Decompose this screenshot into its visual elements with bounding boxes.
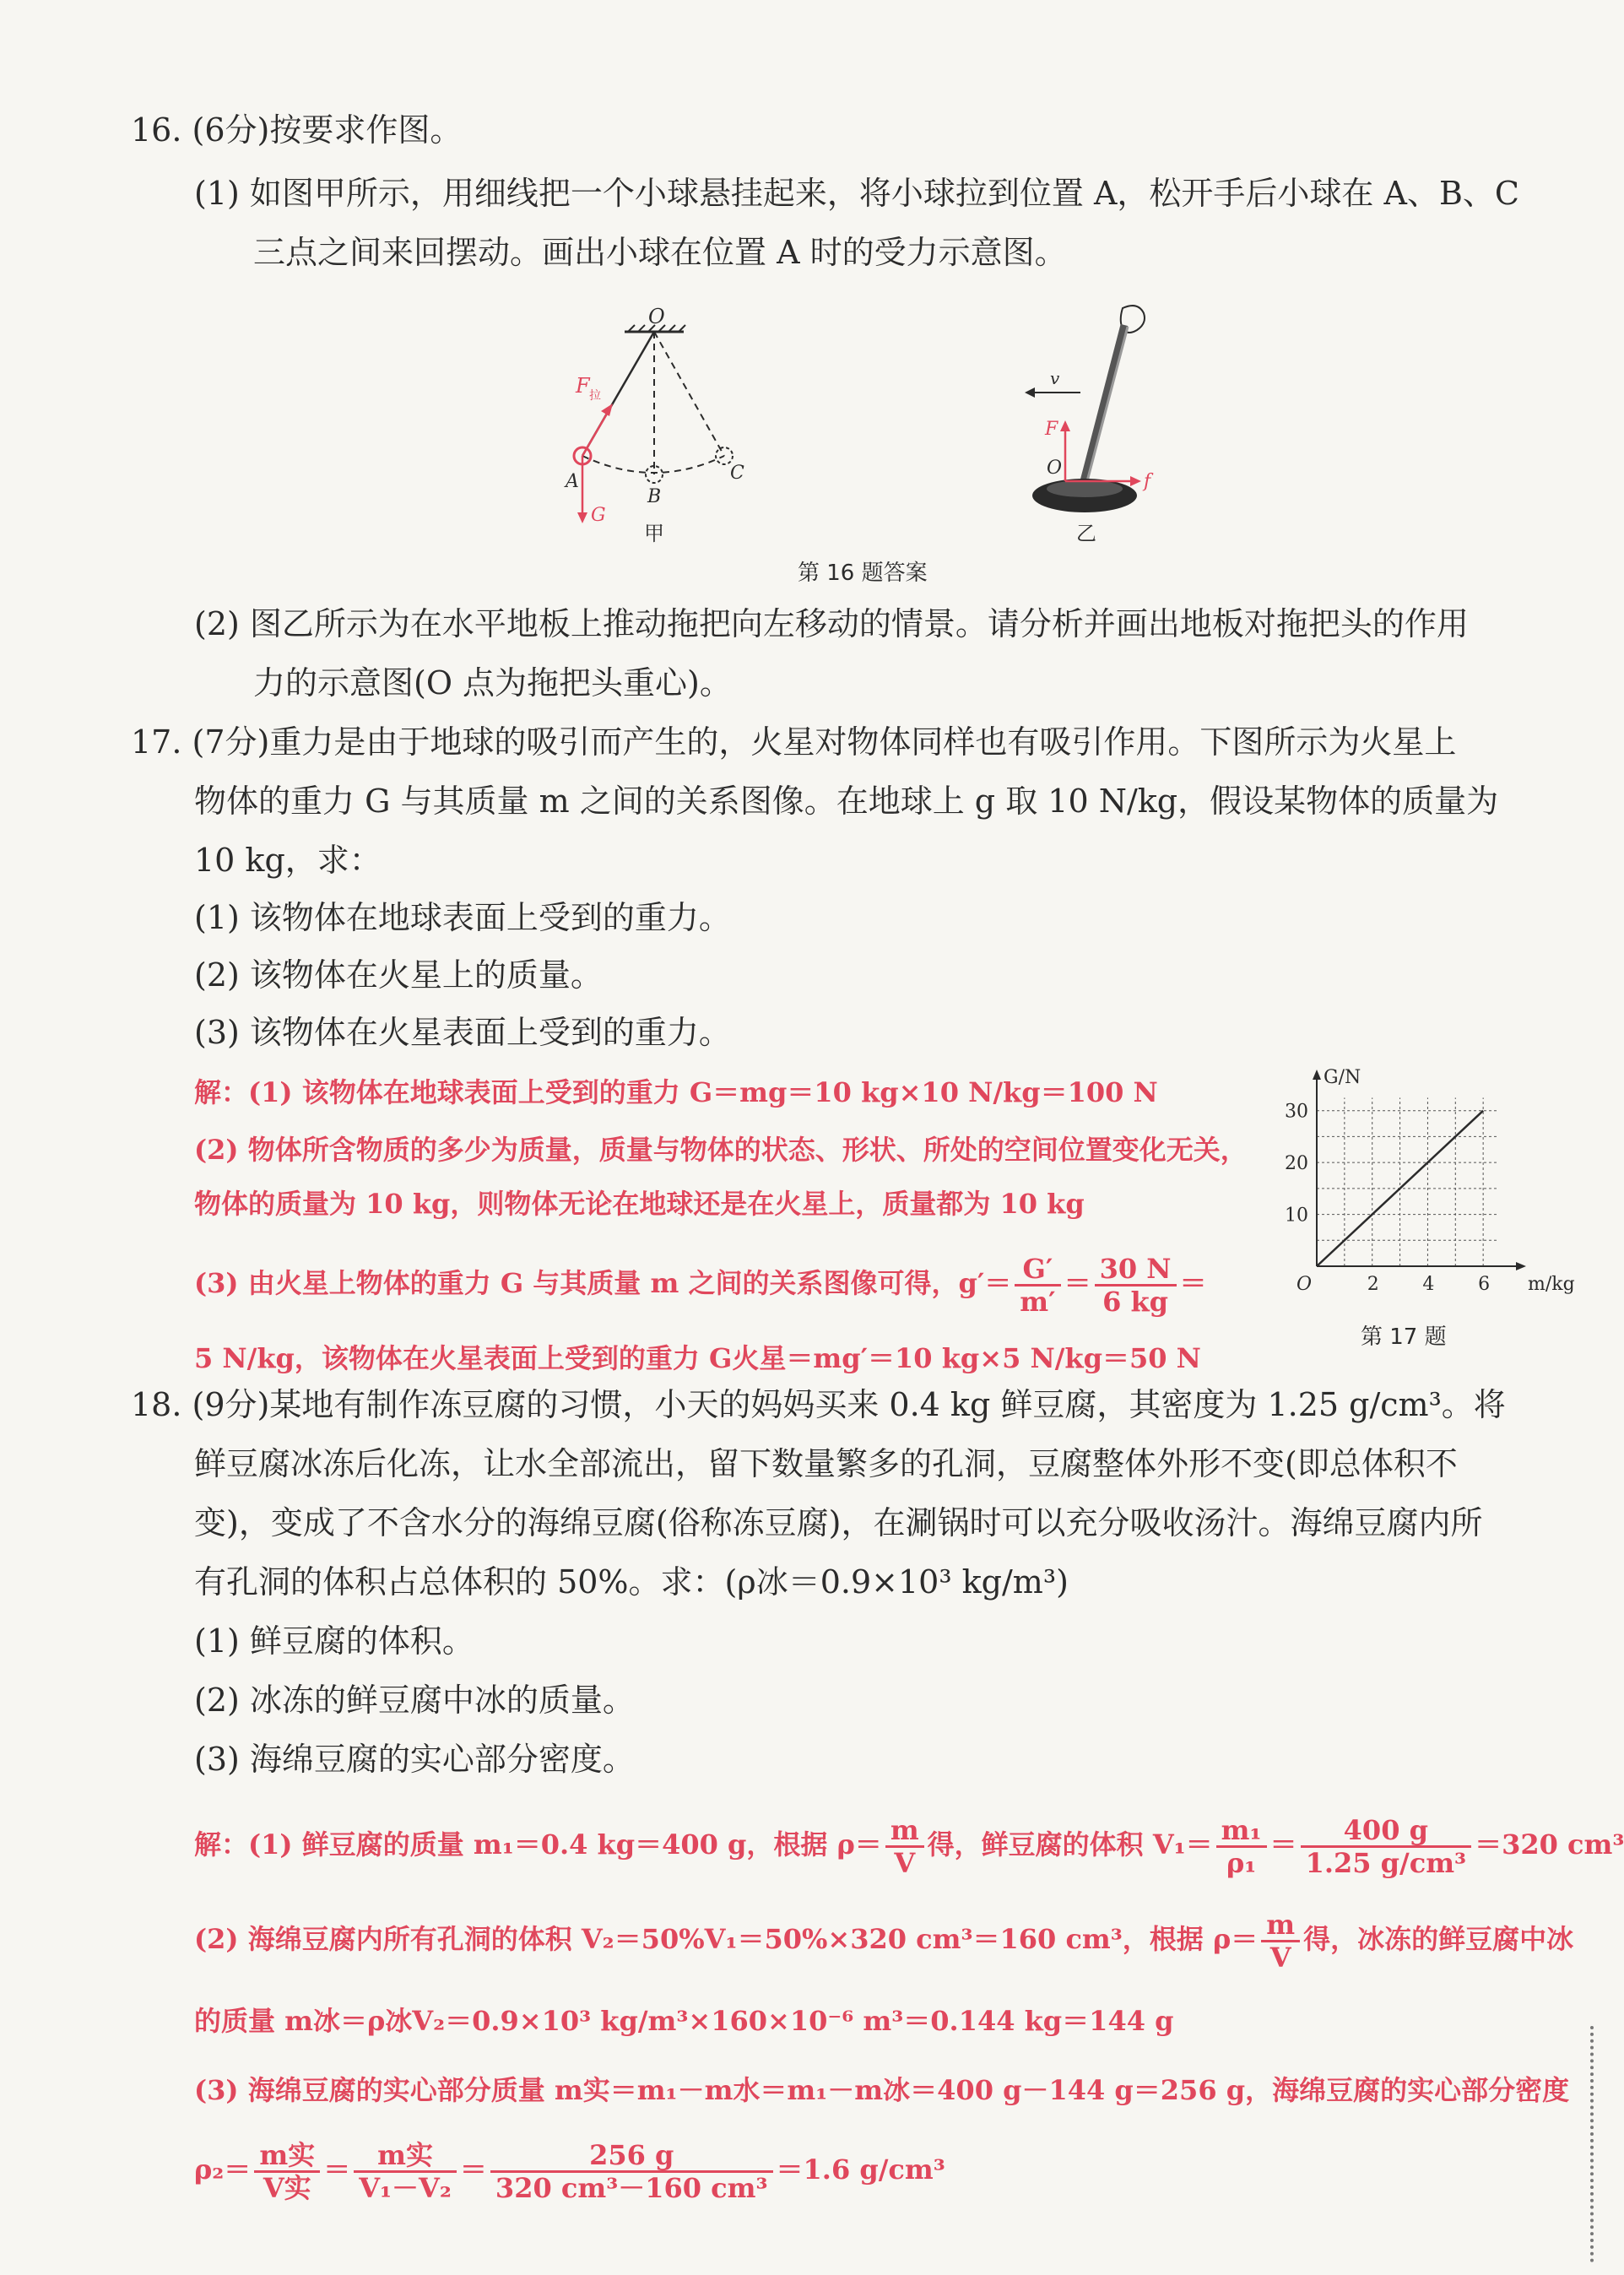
q18-line2: 鲜豆腐冰冻后化冻，让水全部流出，留下数量繁多的孔洞，豆腐整体外形不变(即总体积不 bbox=[194, 1445, 1458, 1482]
q18-a2-end: 得，冰冻的鲜豆腐中冰 bbox=[1303, 1923, 1574, 1955]
q17-sub3: (3) 该物体在火星表面上受到的重力。 bbox=[194, 1014, 731, 1051]
q18-a1-mid: 得，鲜豆腐的体积 V₁＝ bbox=[927, 1828, 1213, 1861]
q18-frac-v1-values bbox=[1301, 1815, 1472, 1878]
q18-a1-eq: ＝ bbox=[1269, 1828, 1297, 1861]
q16-part2-line2: 力的示意图(O 点为拖把头重心)。 bbox=[253, 664, 732, 701]
frac-num: G′ bbox=[1015, 1254, 1060, 1286]
q17-sub2: (2) 该物体在火星上的质量。 bbox=[194, 956, 603, 994]
q18-answer-2a bbox=[194, 1909, 1573, 1973]
label-jia: 甲 bbox=[644, 522, 664, 545]
q17-sub1: (1) 该物体在地球表面上受到的重力。 bbox=[194, 899, 731, 936]
y-tick-label: 30 bbox=[1285, 1101, 1308, 1123]
q17-chart-caption: 第 17 题 bbox=[1361, 1324, 1447, 1350]
q18-frac-2 bbox=[354, 2140, 457, 2203]
label-yi: 乙 bbox=[1076, 522, 1096, 545]
q18-answer-1 bbox=[194, 1815, 1624, 1878]
q16-figure-caption: 第 16 题答案 bbox=[798, 561, 928, 586]
support-force-head bbox=[1060, 420, 1070, 431]
frac-den: 6 kg bbox=[1102, 1286, 1169, 1318]
label-f: f bbox=[1144, 471, 1151, 492]
binding-edge bbox=[1590, 2026, 1594, 2262]
y-axis-arrow bbox=[1313, 1070, 1321, 1080]
q17-heading: 17. (7分)重力是由于地球的吸引而产生的，火星对物体同样也有吸引作用。下图所示为火星上 bbox=[131, 723, 1457, 761]
mop-figure bbox=[1013, 300, 1165, 553]
g-m-chart bbox=[1266, 1067, 1575, 1321]
q16-heading bbox=[131, 110, 462, 150]
q16-head-text: 16. (6分)按要求作图。 bbox=[131, 111, 463, 149]
mop-handle-shade bbox=[1087, 327, 1128, 481]
mop-head-top bbox=[1047, 480, 1123, 497]
frac-num: m实 bbox=[254, 2140, 320, 2173]
frac-den: 320 cm³－160 cm³ bbox=[495, 2172, 768, 2204]
chart-axes bbox=[1296, 1067, 1575, 1295]
q18-frac-rho-2 bbox=[1261, 1909, 1300, 1973]
force-pull-arrow bbox=[582, 409, 609, 456]
frac-den: ρ₁ bbox=[1226, 1847, 1257, 1879]
label-v: v bbox=[1050, 368, 1060, 388]
x-tick-label: 4 bbox=[1422, 1274, 1435, 1295]
x-axis-label: m/kg bbox=[1528, 1274, 1575, 1295]
q18-sub3: (3) 海绵豆腐的实心部分密度。 bbox=[194, 1741, 635, 1778]
q17-answer-3b: 5 N/kg，该物体在火星表面上受到的重力 G火星＝mg′＝10 kg×5 N/kg＝50 N bbox=[194, 1342, 1201, 1374]
q18-a3-eq2: ＝ bbox=[459, 2153, 487, 2186]
q18-frac-1 bbox=[254, 2140, 320, 2203]
frac-den: m′ bbox=[1020, 1286, 1056, 1318]
frac-num: 400 g bbox=[1301, 1815, 1472, 1848]
y-tick-label: 10 bbox=[1285, 1205, 1308, 1227]
x-axis-arrow bbox=[1516, 1262, 1526, 1270]
origin-label: O bbox=[1296, 1274, 1313, 1295]
force-pull-head bbox=[601, 404, 613, 416]
label-O2: O bbox=[1047, 458, 1063, 479]
q18-answer-3b bbox=[194, 2140, 945, 2203]
string-C bbox=[654, 332, 724, 456]
label-G: G bbox=[591, 505, 606, 526]
q18-frac-rho bbox=[885, 1815, 924, 1878]
q18-frac-v1 bbox=[1216, 1815, 1267, 1878]
q17-frac-values bbox=[1095, 1254, 1177, 1317]
q18-line3: 变)，变成了不含水分的海绵豆腐(俗称冻豆腐)，在涮锅时可以充分吸收汤汁。海绵豆腐内所 bbox=[194, 1504, 1483, 1541]
frac-den: 1.25 g/cm³ bbox=[1305, 1847, 1467, 1879]
y-axis-label: G/N bbox=[1324, 1067, 1361, 1088]
q17-a3-eq: ＝ bbox=[1064, 1267, 1091, 1299]
q17-answer-2b: 物体的质量为 10 kg，则物体无论在地球还是在火星上，质量都为 10 kg bbox=[194, 1188, 1085, 1220]
q17-a3-tail: ＝ bbox=[1179, 1267, 1207, 1299]
q18-sub1: (1) 鲜豆腐的体积。 bbox=[194, 1622, 474, 1660]
q17-frac-g-prime bbox=[1015, 1254, 1060, 1317]
frac-num: 256 g bbox=[490, 2140, 773, 2173]
frac-num: m bbox=[1261, 1909, 1300, 1942]
q18-answer-3a: (3) 海绵豆腐的实心部分质量 m实＝m₁－m水＝m₁－m冰＝400 g－144 g＝256 g，海绵豆腐的实心部分密度 bbox=[194, 2074, 1570, 2106]
velocity-head bbox=[1025, 387, 1035, 398]
q18-frac-3 bbox=[490, 2140, 773, 2203]
frac-den: V实 bbox=[263, 2172, 311, 2204]
q18-a1-pre: 解：(1) 鲜豆腐的质量 m₁＝0.4 kg＝400 g，根据 ρ＝ bbox=[194, 1828, 882, 1861]
friction-head bbox=[1130, 476, 1141, 486]
label-B: B bbox=[647, 486, 662, 507]
frac-den: V bbox=[894, 1847, 916, 1879]
x-tick-label: 2 bbox=[1367, 1274, 1379, 1295]
q16-part1-line1: (1) 如图甲所示，用细线把一个小球悬挂起来，将小球拉到位置 A，松开手后小球在 A、B、C bbox=[194, 175, 1519, 212]
label-F: F bbox=[576, 374, 590, 398]
q18-sub2: (2) 冰冻的鲜豆腐中冰的质量。 bbox=[194, 1682, 635, 1719]
q17-line2: 物体的重力 G 与其质量 m 之间的关系图像。在地球上 g 取 10 N/kg，假设某物体的质量为 bbox=[194, 783, 1499, 820]
y-tick-label: 20 bbox=[1285, 1153, 1308, 1175]
frac-den: V bbox=[1269, 1942, 1291, 1974]
q18-answer-2b: 的质量 m冰＝ρ冰V₂＝0.9×10³ kg/m³×160×10⁻⁶ m³＝0.144 kg＝144 g bbox=[194, 2005, 1174, 2037]
q17-a3-text: (3) 由火星上物体的重力 G 与其质量 m 之间的关系图像可得，g′＝ bbox=[194, 1267, 1012, 1299]
label-F-sub: 拉 bbox=[589, 389, 601, 403]
gravity-head bbox=[577, 512, 587, 523]
x-tick-label: 6 bbox=[1478, 1274, 1491, 1295]
label-C: C bbox=[730, 463, 744, 484]
q18-a3-eq1: ＝ bbox=[323, 2153, 351, 2186]
frac-num: m实 bbox=[354, 2140, 457, 2173]
mop-handle bbox=[1084, 325, 1124, 481]
label-A: A bbox=[566, 471, 579, 492]
q18-line4: 有孔洞的体积占总体积的 50%。求：(ρ冰＝0.9×10³ kg/m³) bbox=[194, 1563, 1069, 1601]
q16-part2-line1: (2) 图乙所示为在水平地板上推动拖把向左移动的情景。请分析并画出地板对拖把头的作用 bbox=[194, 605, 1469, 642]
label-F2: F bbox=[1045, 419, 1058, 440]
q17-answer-2a: (2) 物体所含物质的多少为质量，质量与物体的状态、形状、所处的空间位置变化无关， bbox=[194, 1134, 1248, 1166]
frac-num: m bbox=[885, 1815, 924, 1848]
frac-num: m₁ bbox=[1216, 1815, 1267, 1848]
q17-answer-1: 解：(1) 该物体在地球表面上受到的重力 G＝mg＝10 kg×10 N/kg＝100 N bbox=[194, 1076, 1158, 1108]
q18-a1-end: ＝320 cm³ bbox=[1475, 1828, 1624, 1861]
q17-line3: 10 kg，求： bbox=[194, 842, 382, 879]
q18-a2-pre: (2) 海绵豆腐内所有孔洞的体积 V₂＝50%V₁＝50%×320 cm³＝160 cm³，根据 ρ＝ bbox=[194, 1923, 1259, 1955]
q16-part1-line2: 三点之间来回摆动。画出小球在位置 A 时的受力示意图。 bbox=[253, 234, 1067, 271]
frac-den: V₁－V₂ bbox=[359, 2172, 452, 2204]
q18-a3-end: ＝1.6 g/cm³ bbox=[776, 2153, 945, 2186]
q17-answer-3a bbox=[194, 1254, 1207, 1317]
label-O: O bbox=[648, 305, 665, 328]
pendulum-figure bbox=[557, 300, 777, 553]
q18-a3-pre: ρ₂＝ bbox=[194, 2153, 252, 2186]
frac-num: 30 N bbox=[1095, 1254, 1177, 1286]
q18-heading: 18. (9分)某地有制作冻豆腐的习惯，小天的妈妈买来 0.4 kg 鲜豆腐，其密度为 1.25 g/cm³。将 bbox=[131, 1386, 1506, 1423]
